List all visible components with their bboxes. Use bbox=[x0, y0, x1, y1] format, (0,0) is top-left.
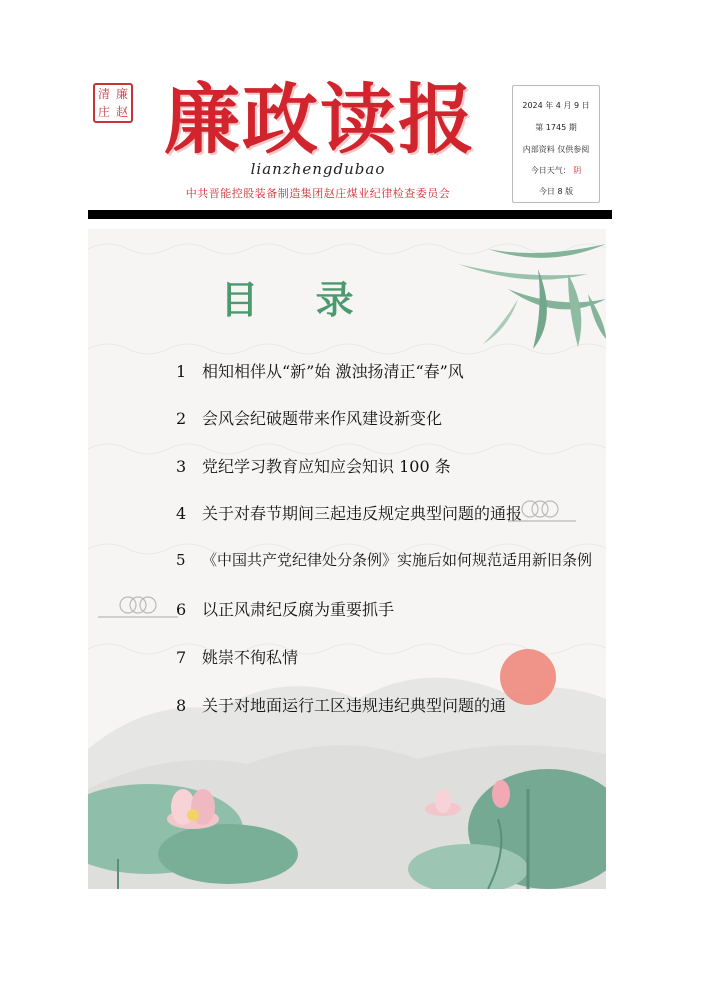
toc-item-number: 3 bbox=[176, 457, 187, 476]
masthead bbox=[88, 70, 612, 210]
toc-item[interactable] bbox=[176, 549, 596, 570]
toc-item-number: 1 bbox=[176, 362, 187, 381]
toc-item[interactable] bbox=[176, 501, 596, 524]
seal-char: 廉 bbox=[115, 87, 128, 101]
toc-item-text: 以正风肃纪反腐为重要抓手 bbox=[202, 600, 395, 619]
toc-item-number: 7 bbox=[176, 648, 187, 667]
toc-item[interactable] bbox=[176, 454, 596, 477]
toc-item[interactable] bbox=[176, 597, 596, 620]
toc-item-text: 姚崇不徇私情 bbox=[202, 648, 299, 667]
toc-title: 目 录 bbox=[220, 278, 376, 322]
toc-item-number: 6 bbox=[176, 600, 187, 619]
page-count: 今日 8 版 bbox=[538, 187, 574, 196]
seal-char: 庄 bbox=[97, 105, 110, 119]
weather-label: 今日天气： bbox=[530, 166, 571, 175]
newspaper-title: 廉政读报 bbox=[164, 75, 476, 164]
seal-char: 清 bbox=[97, 87, 110, 101]
toc-item-number: 4 bbox=[176, 504, 187, 523]
toc-item[interactable] bbox=[176, 359, 596, 382]
toc-item-text: 党纪学习教育应知应会知识 100 条 bbox=[202, 457, 451, 476]
toc-panel bbox=[88, 229, 606, 889]
toc-item-text: 关于对春节期间三起违反规定典型问题的通报 bbox=[202, 504, 523, 523]
publisher-org: 中共晋能控股装备制造集团赵庄煤业纪律检查委员会 bbox=[185, 187, 451, 200]
seal-logo bbox=[93, 83, 133, 123]
toc-item-number: 2 bbox=[176, 409, 187, 428]
masthead-divider bbox=[88, 210, 612, 219]
seal-char: 赵 bbox=[115, 105, 128, 119]
toc-item[interactable] bbox=[176, 645, 596, 668]
toc-item-number: 5 bbox=[176, 551, 186, 569]
issue-info-box bbox=[512, 85, 600, 203]
toc-item[interactable] bbox=[176, 406, 596, 429]
internal-note: 内部资料 仅供参阅 bbox=[522, 145, 590, 154]
toc-item-text: 会风会纪破题带来作风建设新变化 bbox=[202, 409, 443, 428]
toc-item-text: 关于对地面运行工区违规违纪典型问题的通 bbox=[202, 696, 507, 715]
newspaper-pinyin: lianzhengdubao bbox=[250, 160, 386, 178]
toc-item-text: 相知相伴从“新”始 激浊扬清正“春”风 bbox=[202, 362, 464, 381]
issue-number: 第 1745 期 bbox=[535, 123, 577, 132]
toc-item-text: 《中国共产党纪律处分条例》实施后如何规范适用新旧条例 bbox=[202, 551, 593, 569]
issue-date: 2024 年 4 月 9 日 bbox=[522, 101, 590, 110]
toc-item-number: 8 bbox=[176, 696, 187, 715]
weather-line bbox=[513, 165, 599, 176]
weather-value: 阴 bbox=[573, 166, 582, 175]
toc-item[interactable] bbox=[176, 693, 596, 716]
